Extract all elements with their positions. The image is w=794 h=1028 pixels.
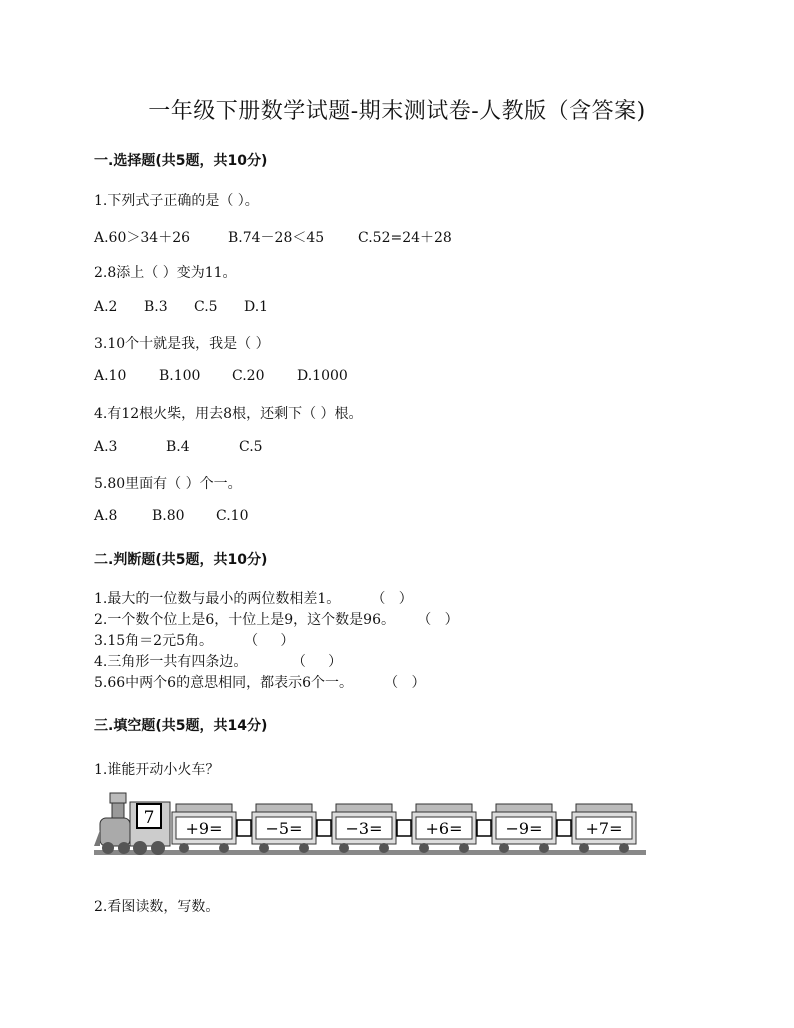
question-1: 1.下列式子正确的是（ ）。 [94,193,259,209]
train-illustration [94,790,646,860]
track [94,850,646,855]
option: A.2 [94,299,118,315]
question-3-options [94,368,348,384]
section-heading-true-false: 二.判断题(共5题，共10分) [94,552,268,568]
train-car-operation: −3= [345,819,383,838]
train-car [172,804,236,853]
true-false-list [94,589,459,694]
train-car-operation: +6= [425,819,463,838]
answer-box[interactable] [477,820,491,836]
option: C.5 [194,299,218,315]
option: B.4 [166,439,190,455]
option: C.5 [239,439,263,455]
true-false-item: 5.66中两个6的意思相同，都表示6个一。 （ ） [94,675,426,691]
question-3: 3.10个十就是我，我是（ ） [94,336,270,352]
train-car [412,804,476,853]
start-number: 7 [143,808,155,828]
question-1-options [94,227,452,247]
option: B.74－28＜45 [228,230,325,246]
true-false-item: 2.一个数个位上是6，十位上是9，这个数是96。 （ ） [94,612,459,628]
page-title: 一年级下册数学试题-期末测试卷-人教版（含答案) [148,99,646,124]
train-car [252,804,316,853]
question-5: 5.80里面有（ ）个一。 [94,476,242,492]
option: D.1 [244,299,269,315]
train-car [332,804,396,853]
train-car [572,804,636,853]
section-heading-fill-blank: 三.填空题(共5题，共14分) [94,718,268,734]
train-car-operation: −9= [505,819,543,838]
question-2-options [94,299,268,315]
answer-box[interactable] [317,820,331,836]
option: C.20 [232,368,265,384]
option: B.100 [159,368,201,384]
option: A.10 [94,368,127,384]
true-false-item: 1.最大的一位数与最小的两位数相差1。 （ ） [94,591,413,607]
option: B.3 [144,299,168,315]
fill-question-1: 1.谁能开动小火车？ [94,762,220,778]
option: C.52=24＋28 [358,230,452,246]
answer-box[interactable] [237,820,251,836]
option: A.3 [94,439,118,455]
option: A.60＞34＋26 [94,230,191,246]
question-4: 4.有12根火柴，用去8根，还剩下（ ）根。 [94,406,363,422]
question-5-options [94,508,248,524]
section-heading-choice: 一.选择题(共5题，共10分) [94,153,268,169]
answer-box[interactable] [557,820,571,836]
answer-box[interactable] [397,820,411,836]
train-car [492,804,556,853]
train-car-operation: −5= [265,819,303,838]
question-4-options [94,439,263,455]
true-false-item: 4.三角形一共有四条边。 （ ） [94,654,343,670]
train-car-operation: +7= [585,819,623,838]
option: D.1000 [297,368,348,384]
option: C.10 [216,508,249,524]
locomotive [94,793,170,855]
train-car-operation: +9= [185,819,223,838]
option: A.8 [94,508,118,524]
question-2: 2.8添上（ ）变为11。 [94,265,237,281]
fill-question-2: 2.看图读数，写数。 [94,899,220,915]
option: B.80 [152,508,185,524]
true-false-item: 3.15角＝2元5角。 （ ） [94,633,295,649]
